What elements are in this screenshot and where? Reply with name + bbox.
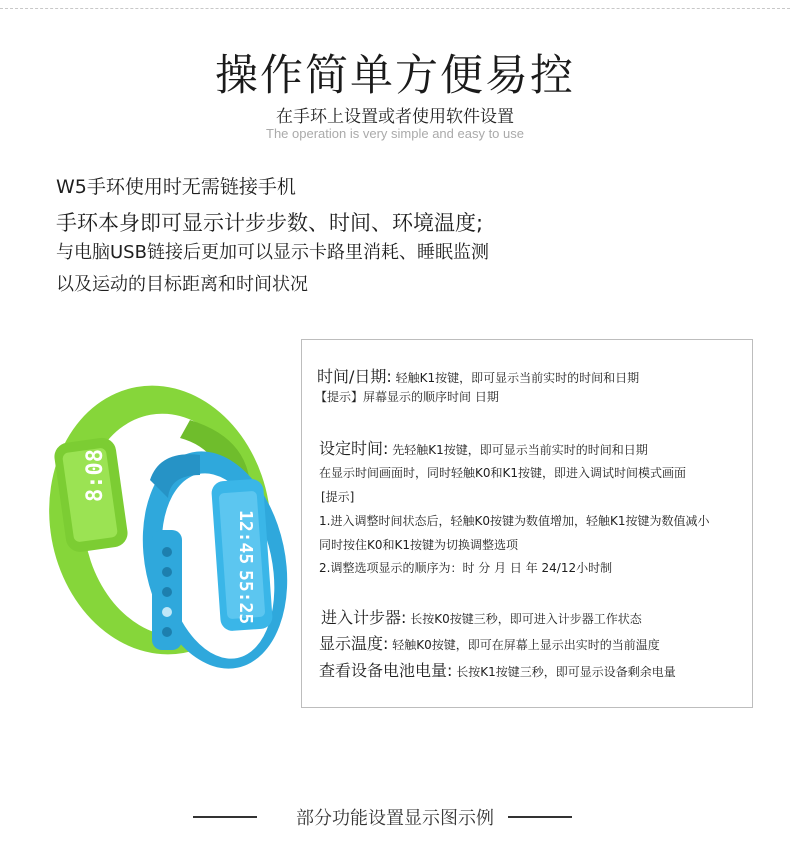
page-subtitle-english: The operation is very simple and easy to use [266,126,524,141]
info-line: 1.进入调整时间状态后，轻触K0按键为数值增加，轻触K1按键为数值减小 [319,514,710,528]
info-line: 同时按住K0和K1按键为切换调整选项 [319,538,519,552]
page-subtitle: 在手环上设置或者使用软件设置 [276,107,514,127]
info-battery [319,658,676,681]
function-info-box [301,339,753,708]
green-display-text: 8:08 [83,449,108,502]
footer-divider-right [508,816,572,818]
top-dashed-border [0,8,790,9]
info-time-date [317,364,639,387]
info-text: 轻触K0按键，即可在屏幕上显示出实时的当前温度 [392,638,660,652]
info-text: 先轻触K1按键，即可显示当前实时的时间和日期 [392,443,648,457]
intro-line: 与电脑USB链接后更加可以显示卡路里消耗、睡眠监测 [56,242,489,263]
info-heading: 时间/日期: [317,367,392,386]
info-text: 长按K0按键三秒，即可进入计步器工作状态 [410,612,642,626]
info-heading: 设定时间: [319,439,389,458]
info-temperature [319,631,660,654]
intro-line: W5手环使用时无需链接手机 [56,176,296,198]
info-heading: 显示温度: [319,634,389,653]
info-heading: 查看设备电池电量: [319,661,453,680]
info-text: 轻触K1按键，即可显示当前实时的时间和日期 [395,371,640,385]
info-line: 在显示时间画面时，同时轻触K0和K1按键，即进入调试时间模式画面 [319,466,687,480]
intro-line: 手环本身即可显示计步步数、时间、环境温度; [56,211,484,235]
info-hint: [提示] [321,490,355,504]
footer-title: 部分功能设置显示图示例 [296,808,494,829]
intro-line: 以及运动的目标距离和时间状况 [56,274,308,295]
info-line: 2.调整选项显示的顺序为：时 分 月 日 年 24/12小时制 [319,561,613,575]
info-pedometer [321,605,642,628]
blue-display-bottom-text: 55:25 [235,570,256,625]
wristband-product-image [40,380,300,680]
page-title: 操作简单方便易控 [215,51,575,101]
info-set-time [319,436,648,459]
blue-display-top-text: 12:45 [235,510,256,565]
info-hint: 【提示】屏幕显示的顺序时间 日期 [315,390,499,404]
info-text: 长按K1按键三秒，即可显示设备剩余电量 [456,665,676,679]
info-heading: 进入计步器: [321,608,407,627]
